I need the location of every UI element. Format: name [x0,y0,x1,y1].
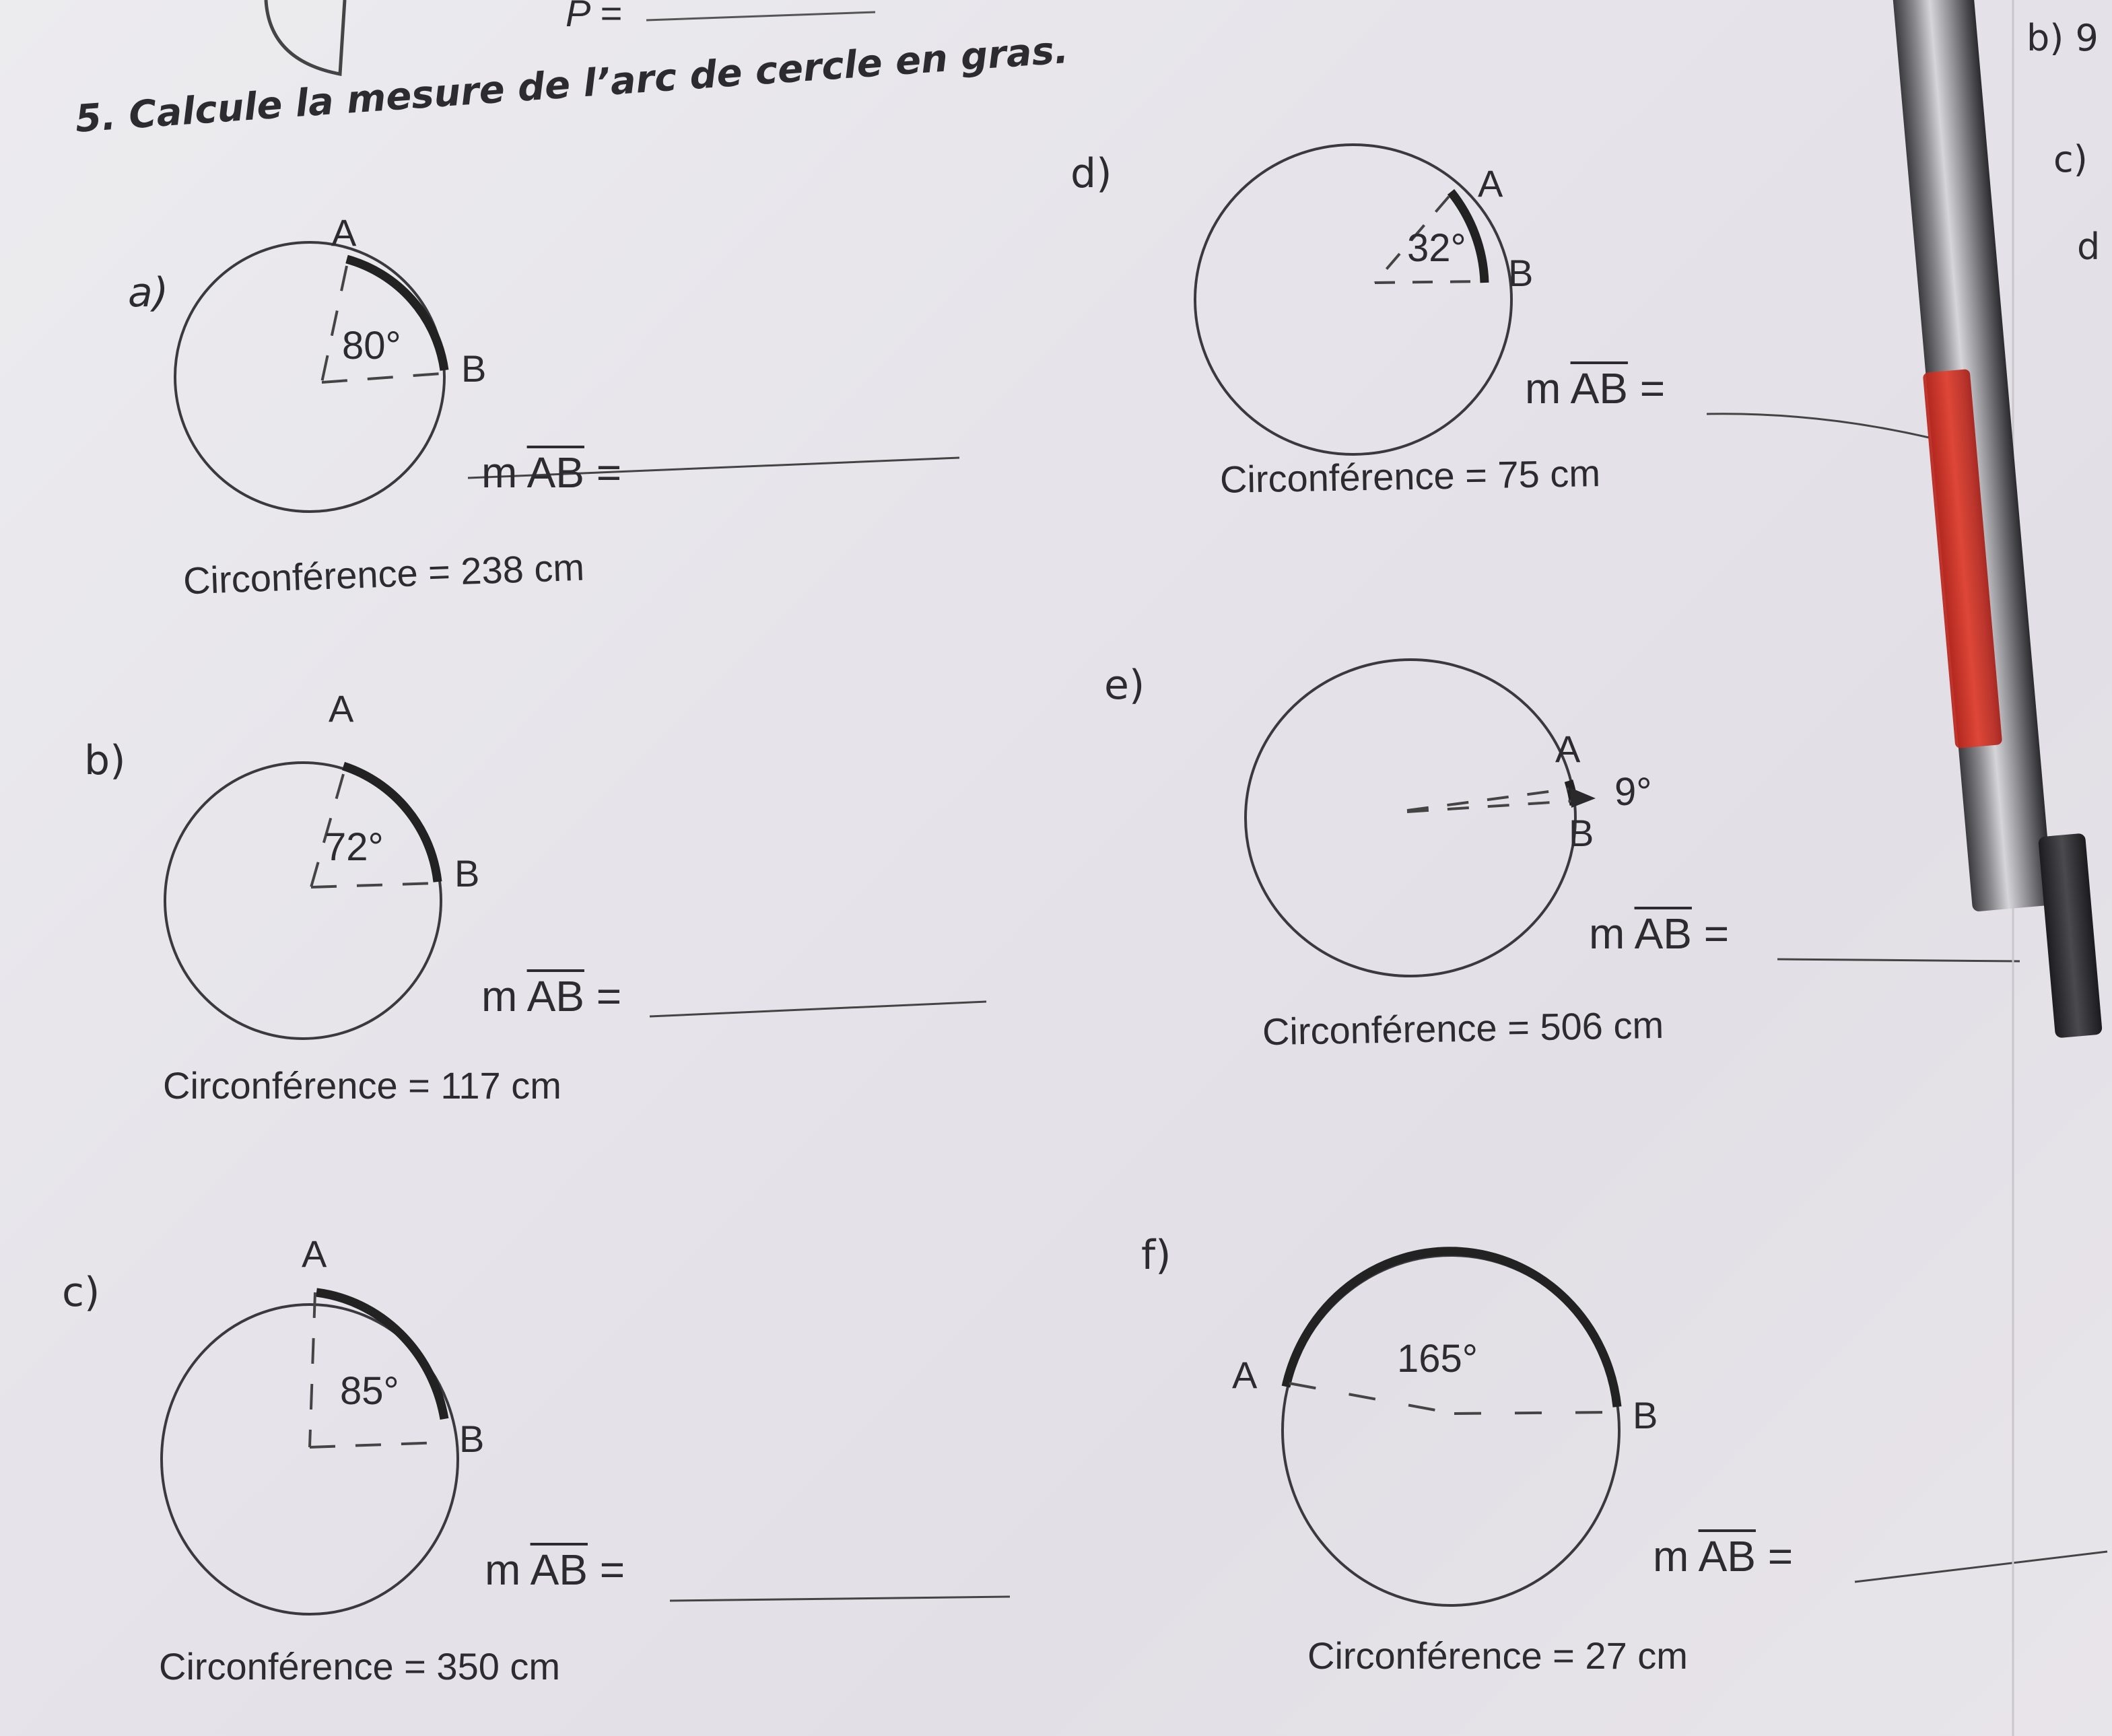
angle-e: 9° [1614,770,1652,814]
point-b-f: B [1633,1394,1658,1436]
radius-f2 [1454,1412,1614,1414]
point-b-c: B [459,1418,485,1460]
answer-line-d [1707,414,1929,438]
bold-arc-f [1286,1251,1617,1407]
perimeter-answer-line [646,12,875,20]
point-b-d: B [1508,252,1534,294]
point-a-e: A [1555,728,1581,770]
measure-label-e: m $\overline{AB}$ = [1589,909,1730,958]
previous-figure-outline [266,0,345,74]
circumference-f: Circonférence = 27 cm [1307,1634,1688,1677]
answer-line-b [650,1002,986,1016]
radius-c2 [310,1443,441,1447]
radius-b2 [311,883,436,887]
problem-d-label: d) [1070,150,1112,197]
angle-b: 72° [325,825,384,869]
question-title: 5. Calcule la mesure de l’arc de cercle en gras. [73,28,1070,141]
measure-label-c: m $\overline{AB}$ = [485,1546,625,1594]
measure-label-b: m $\overline{AB}$ = [481,972,622,1020]
problem-a-label: a) [128,269,169,316]
circumference-e: Circonférence = 506 cm [1262,1003,1664,1053]
perimeter-label: P = [566,0,622,34]
measure-label-a: m $\overline{AB}$ = [481,448,622,497]
problem-f-label: f) [1141,1232,1171,1279]
circumference-b: Circonférence = 117 cm [163,1064,561,1107]
circumference-c: Circonférence = 350 cm [159,1645,561,1688]
radius-f1 [1289,1383,1454,1414]
circle-a [175,242,444,512]
angle-d: 32° [1407,226,1466,270]
point-a-b: A [329,687,354,730]
point-a-d: A [1478,162,1503,205]
point-b-b: B [454,852,480,895]
answer-line-f [1855,1552,2107,1582]
circle-d [1195,145,1511,454]
radius-e2 [1407,801,1572,812]
point-b-a: B [461,347,487,390]
angle-c: 85° [340,1369,399,1413]
circle-e [1246,660,1575,976]
answer-line-c [670,1597,1010,1601]
answer-line-e [1777,959,2020,961]
point-a-f: A [1232,1354,1258,1396]
point-a-c: A [302,1232,327,1275]
next-page-label-d: d [2077,225,2101,268]
problem-b-label: b) [84,737,126,784]
next-page-label-b: b) 9 [2026,17,2099,59]
angle-f: 165° [1397,1337,1478,1381]
radius-c1 [310,1292,315,1447]
point-a-a: A [331,211,357,254]
next-page-label-c: c) [2053,138,2088,180]
radius-d2 [1375,281,1481,283]
angle-a: 80° [342,324,401,368]
measure-label-d: m $\overline{AB}$ = [1525,364,1666,413]
point-b-e: B [1569,812,1594,854]
measure-label-f: m $\overline{AB}$ = [1653,1532,1794,1581]
problem-e-label: e) [1104,662,1145,709]
circumference-d: Circonférence = 75 cm [1219,452,1601,501]
circumference-a: Circonférence = 238 cm [182,545,585,602]
arrowhead-e [1570,788,1596,808]
radius-a2 [322,374,441,382]
problem-c-label: c) [62,1269,100,1316]
